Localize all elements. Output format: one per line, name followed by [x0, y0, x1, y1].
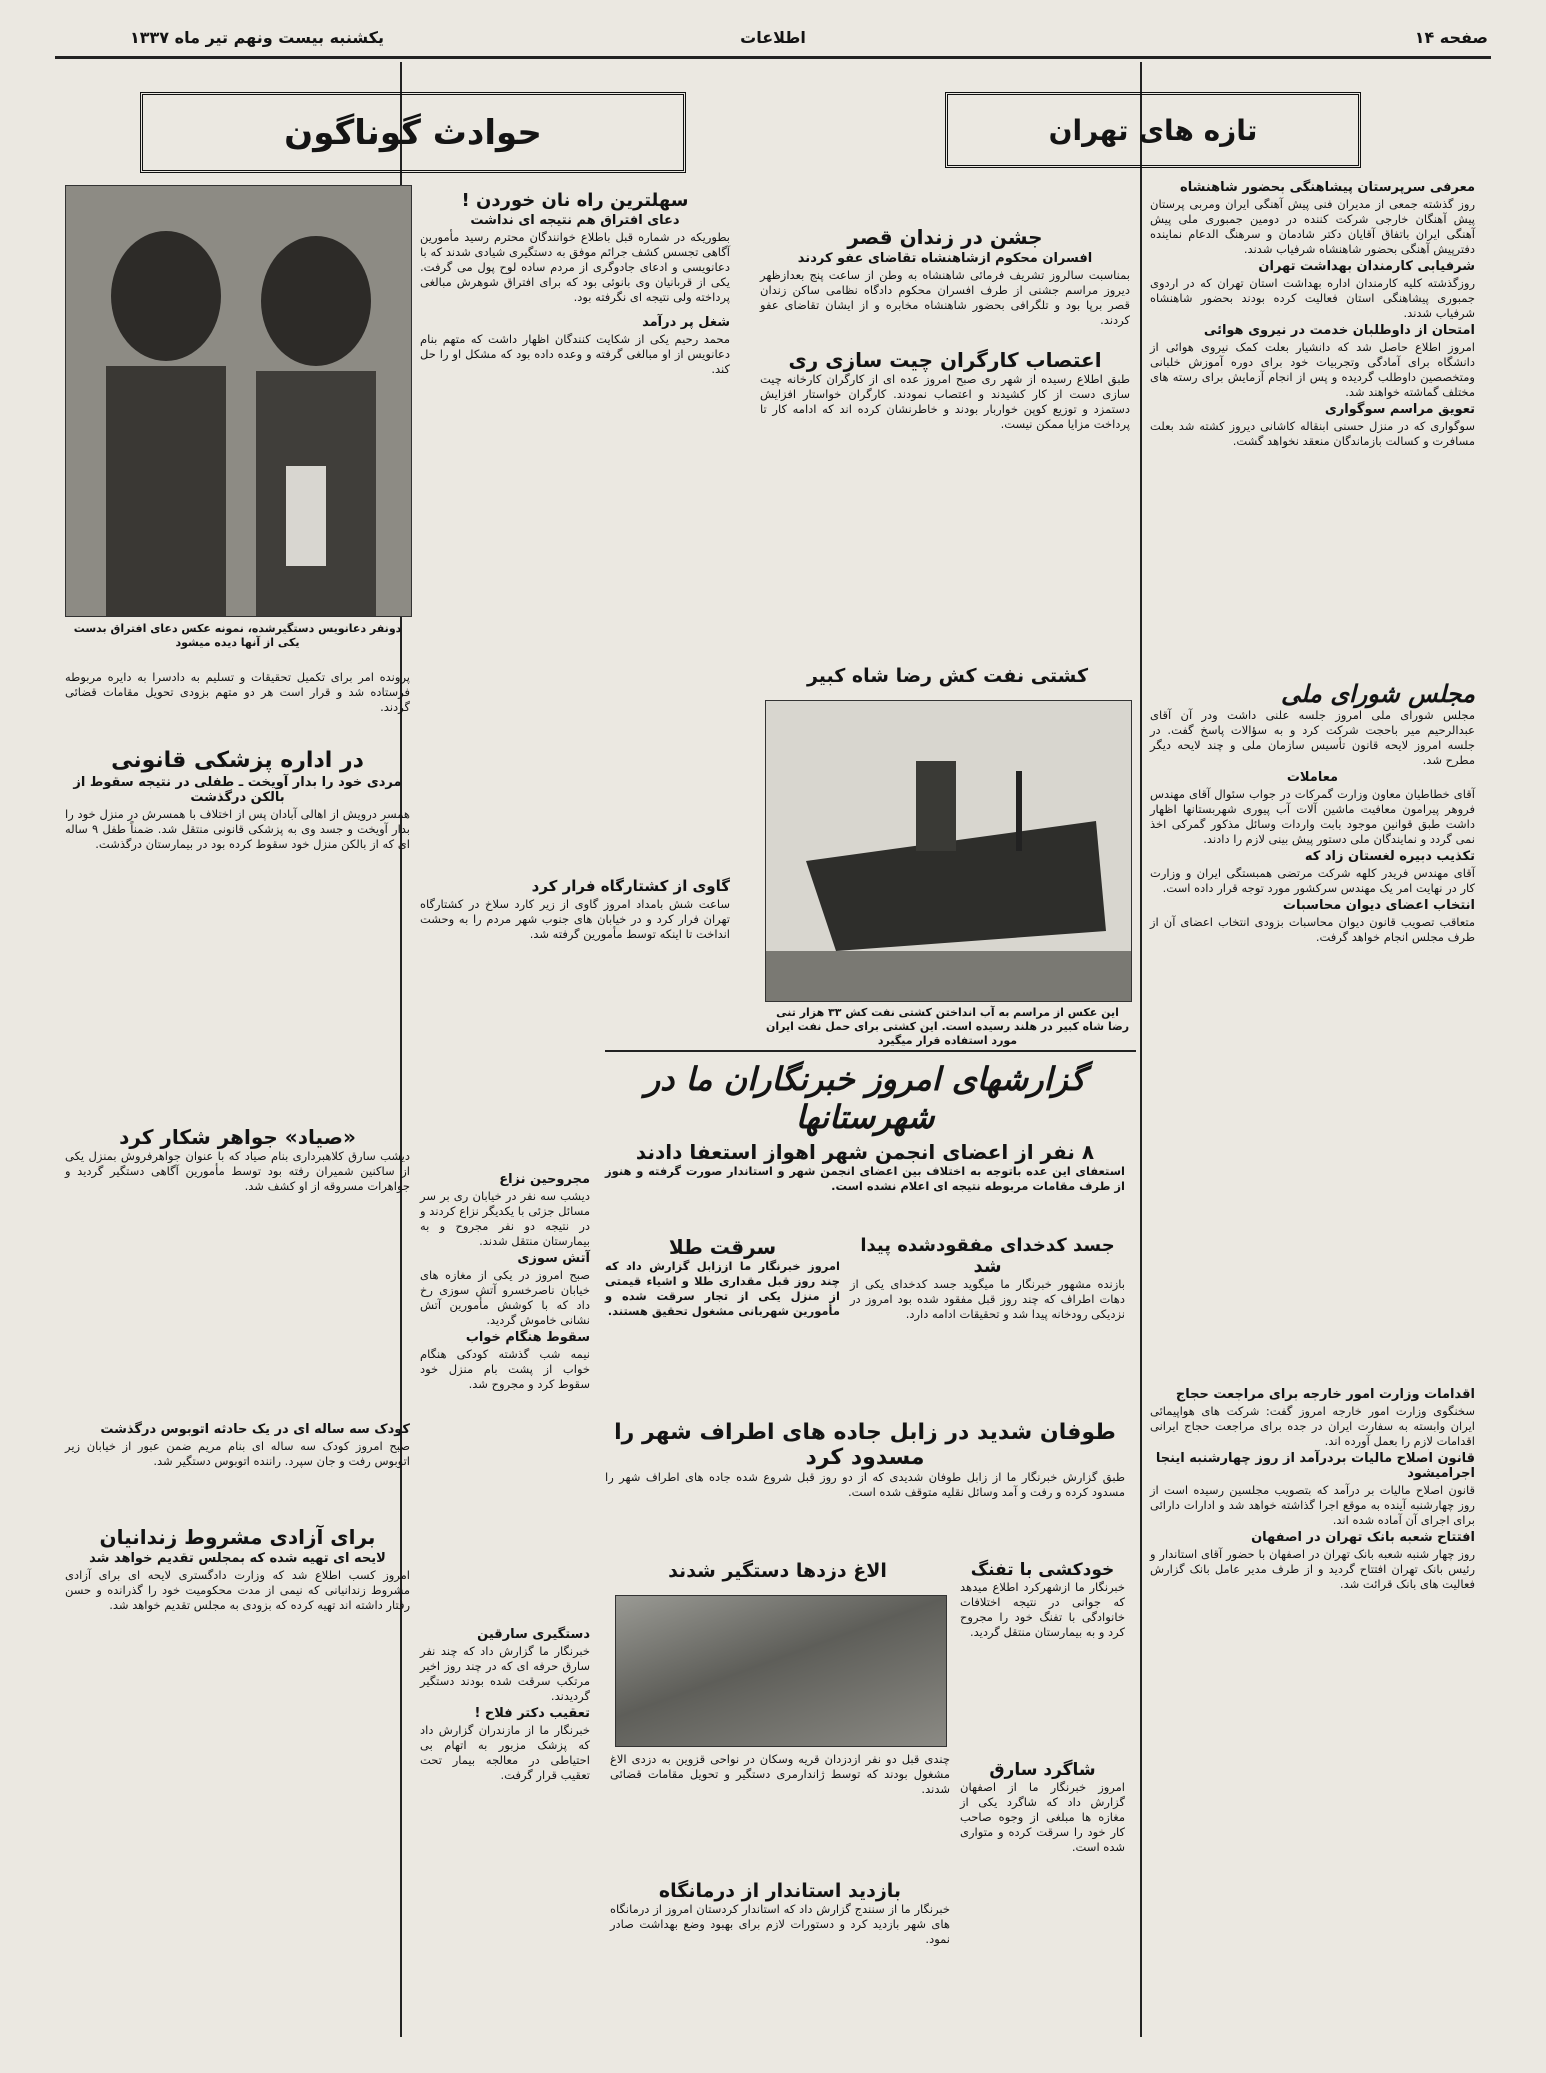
- ship-article: [760, 665, 1135, 687]
- ahvaz-body: استعفای این عده باتوجه به اختلاف بین اعضای انجمن شهر و استاندار صورت گرفته و هنوز از طرف مقامات مربوطه نتیجه ای اعلام نشده است.: [605, 1164, 1125, 1193]
- bank-title: افتتاح شعبه بانک تهران در اصفهان: [1251, 1530, 1475, 1545]
- bus-article: [65, 1420, 410, 1469]
- misc-events-box: [140, 92, 686, 173]
- ship-caption-wrap: [765, 1006, 1130, 1048]
- storm-body: طبق گزارش خبرنگار ما از زابل طوفان شدیدی که از دو روز قبل شروع شده جاده های اطراف شهر را مسدود کرده و رفت و آمد وسائل نقلیه متوقف شده است.: [605, 1470, 1125, 1499]
- tax-body: قانون اصلاح مالیات بر درآمد که بتصویب مجلسین رسیده است از روز چهارشنبه آینده به موقع اجرا گذاشته خواهد شد و ادارات دارائی برای اجرای آن آماده شده اند.: [1150, 1483, 1475, 1527]
- item4-title: تعویق مراسم سوگواری: [1324, 402, 1475, 417]
- audit-body: متعاقب تصویب قانون دیوان محاسبات بزودی انتخاب اعضای آن از طرف مجلس انجام خواهد گرفت.: [1150, 915, 1475, 944]
- doctor-body: خبرنگار ما از مازندران گزارش داد که پزشک مزبور به اتهام بی احتیاطی در معالجه بیمار تحت تعقیب قرار گرفت.: [420, 1723, 590, 1782]
- bread-body: بطوریکه در شماره قبل باطلاع خوانندگان محترم رسید مأمورین آگاهی تجسس کشف جرائم موفق به دستگیری شیادی شدند که با دعانویسی و ادعای جادوگری از مردم ساده لوح پول می گرفت. یکی از قربانیان وی بانوئی بود که برای افتراق شوهرش مبالغی پرداخته ولی نتیجه ای نگرفته بود.: [420, 230, 730, 304]
- majlis-section: [1150, 680, 1475, 945]
- audit-title: انتخاب اعضای دیوان محاسبات: [1282, 898, 1475, 913]
- column-divider: [1140, 62, 1142, 2037]
- thief-body: خبرنگار ما گزارش داد که چند نفر سارق حرفه ای که در چند روز اخیر مرتکب سرقت شده بودند دستگیر گردیدند.: [420, 1644, 590, 1703]
- doctor-title: تعقیب دکتر فلاح !: [474, 1706, 590, 1721]
- item1-body: روز گذشته جمعی از مدیران فنی پیش آهنگی ایران ومربی پرستان پیش آهنگان خارجی شرکت کننده در دومین جمبوری ملی پیش آهنگی ایران باتفاق آقایان دکتر شادمان و سرهنگ الدعام نماینده دفترپیش آهنگی بحضور شاهنشاه شرفیاب شدند.: [1150, 197, 1475, 256]
- issue-date: یکشنبه بیست ونهم تیر ماه ۱۳۳۷: [130, 28, 384, 47]
- tehran-news-box: [945, 92, 1361, 168]
- diamond-body: دیشب سارق کلاهبرداری بنام صیاد که با عنوان جواهرفروش بمنزل یکی از ساکنین شمیران رفته بود توسط مأمورین آگاهی دستگیر گردید و جواهرات مسروقه از او کشف شد.: [65, 1149, 410, 1193]
- diamond-title: «صیاد» جواهر شکار کرد: [119, 1125, 356, 1149]
- student-title: شاگرد سارق: [989, 1760, 1096, 1780]
- qasr-title: جشن در زندان قصر: [847, 225, 1043, 249]
- ship-title: کشتی نفت کش رضا شاه کبیر: [806, 665, 1089, 687]
- cow-title: گاوی از کشتارگاه فرار کرد: [531, 877, 730, 895]
- qasr-article: [760, 225, 1130, 432]
- bread-article: [420, 190, 730, 377]
- reports-banner: [605, 1060, 1125, 1194]
- bus-title: کودک سه ساله ای در یک حادثه اتوبوس درگذشت: [100, 1422, 410, 1437]
- body-title: جسد کدخدای مفقودشده پیدا شد: [860, 1235, 1115, 1277]
- donkey-thieves-photo: [615, 1595, 947, 1747]
- qasr-subtitle: افسران محکوم ازشاهنشاه تقاضای عفو کردند: [797, 251, 1093, 266]
- hajj-title: اقدامات وزارت امور خارجه برای مراجعت حجاج: [1175, 1387, 1475, 1402]
- forensic-subtitle: مردی خود را بدار آویخت ـ طفلی در نتیجه سقوط از بالکن درگذشت: [73, 775, 402, 805]
- two-men-portrait-icon: [66, 186, 411, 616]
- ahvaz-title: ۸ نفر از اعضای انجمن شهر اهواز استعفا دادند: [635, 1140, 1095, 1164]
- quarrel-title: مجروحین نزاع: [499, 1172, 590, 1187]
- oil-tanker-icon: [766, 701, 1131, 1001]
- forensic-title: در اداره پزشکی قانونی: [111, 748, 364, 773]
- bank-body: روز چهار شنبه شعبه بانک تهران در اصفهان با حضور آقای استاندار و رئیس بانک تهران افتتاح گردید و از طرف مدیر عامل بانک گزارش فعالیت های بانک قرائت شد.: [1150, 1547, 1475, 1591]
- right-lower-col: [1150, 1385, 1475, 1592]
- prison-title: برای آزادی مشروط زندانیان: [99, 1525, 376, 1549]
- ship-caption: این عکس از مراسم به آب انداختن کشتی نفت کش ۳۳ هزار تنی رضا شاه کبیر در هلند رسیده است. این کشتی برای حمل نفت ایران مورد استفاده قرار میگیرد: [765, 1006, 1130, 1047]
- misc-events-title: حوادث گوناگون: [284, 112, 542, 153]
- quarrel-article: [420, 1170, 590, 1392]
- cow-body: ساعت شش بامداد امروز گاوی از زیر کارد سلاخ در کشتارگاه تهران فرار کرد و در خیابان های جنوب شهر مردم را به وحشت انداخت تا اینکه توسط مأمورین گرفته شد.: [420, 897, 730, 941]
- gold-title: سرقت طلا: [668, 1235, 777, 1259]
- sleep-title: سقوط هنگام خواب: [465, 1330, 590, 1345]
- gold-article: [605, 1235, 840, 1319]
- doc-title: تکذیب دبیره لغستان زاد که: [1304, 849, 1475, 864]
- cow-article: [420, 875, 730, 942]
- newspaper-name: اطلاعات: [740, 28, 806, 47]
- diamond-article: [65, 1125, 410, 1194]
- forensic-article: [65, 748, 410, 852]
- lucrative-job-title: شغل پر درآمد: [642, 315, 730, 330]
- prison-subtitle: لایحه ای تهیه شده که بمجلس تقدیم خواهد شد: [89, 1551, 386, 1566]
- donkey-title: الاغ دزدها دستگیر شدند: [668, 1560, 887, 1582]
- thief-title: دستگیری سارقین: [477, 1627, 590, 1642]
- majlis-body-2: آقای خطاطیان معاون وزارت گمرکات در جواب سئوال آقای مهندس فروهر پیرامون معافیت ماشین آلات آب پیوری شهربستانها اظهار داشت طبق قوانین موجود بابت واردات وسائل مذکور گمرکی اخذ نمی گردد و نمایندگان ملی دستور پیش بینی لازم را دادند.: [1150, 787, 1475, 846]
- donkey-body: چندی قبل دو نفر ازدزدان قریه وسکان در نواحی قزوین به دزدی الاغ مشغول بودند که توسط ژاندارمری دستگیر و تحویل مقامات قضائی شدند.: [610, 1752, 950, 1796]
- left-col-text: [65, 670, 410, 715]
- visit-title: بازدید استاندار از درمانگاه: [658, 1880, 902, 1902]
- strike-title: اعتصاب کارگران چیت سازی ری: [788, 348, 1102, 372]
- student-article: [960, 1760, 1125, 1855]
- student-body: امروز خبرنگار ما از اصفهان گزارش داد که شاگرد یکی از مغازه ها مبلغی از وجوه صاحب کار خود را سرقت کرده و متواری شده است.: [960, 1780, 1125, 1854]
- donkey-article: [605, 1560, 950, 1582]
- right-upper-col: [1150, 178, 1475, 449]
- visit-article: [610, 1880, 950, 1947]
- bread-subtitle: دعای افتراق هم نتیجه ای نداشت: [470, 213, 680, 228]
- visit-body: خبرنگار ما از سنندج گزارش داد که استاندار کردستان امروز از درمانگاه های شهر بازدید کرد و دستورات لازم برای بهبود وضع بهداشت صادر نمود.: [610, 1902, 950, 1946]
- tehran-news-title: تازه های تهران: [1048, 113, 1258, 147]
- sleep-body: نیمه شب گذشته کودکی هنگام خواب از پشت بام منزل خود سقوط کرد و مجروح شد.: [420, 1347, 590, 1391]
- reports-title: گزارشهای امروز خبرنگاران ما در شهرستانها: [644, 1060, 1086, 1136]
- hajj-body: سخنگوی وزارت امور خارجه امروز گفت: شرکت های هواپیمائی ایران وابسته به سفارت ایران در جده برای مراجعت حجاج ایرانی اقدامات لازم را بعمل آورده اند.: [1150, 1404, 1475, 1448]
- photo-caption: دونفر دعانویس دستگیرشده، نمونه عکس دعای افتراق بدست یکی از آنها دیده میشود: [73, 622, 402, 649]
- strike-body: طبق اطلاع رسیده از شهر ری صبح امروز عده ای از کارگران کارخانه چیت سازی دست از کار کشیدند و اعتصاب نمودند. کارگران خواستار افزایش دستمزد و توزیع کوپن خواربار بودند و خاطرنشان کرده اند که ادامه کار تا پرداخت مزایا ممکن نیست.: [760, 372, 1130, 431]
- suicide-title: خودکشی با تفنگ: [970, 1560, 1115, 1580]
- page-number: صفحه ۱۴: [1414, 28, 1488, 47]
- bus-body: صبح امروز کودک سه ساله ای بنام مریم ضمن عبور از خیابان زیر اتوبوس رفت و جان سپرد. راننده اتوبوس دستگیر شد.: [65, 1439, 410, 1468]
- photo-caption-wrap: [65, 622, 410, 650]
- item2-title: شرفیابی کارمندان بهداشت تهران: [1258, 259, 1475, 274]
- fire-body: صبح امروز در یکی از مغازه های خیابان ناصرخسرو آتش سوزی رخ داد که با کوشش مأمورین آتش نشانی خاموش گردید.: [420, 1268, 590, 1327]
- lucrative-job-body: محمد رحیم یکی از شکایت کنندگان اظهار داشت که متهم بنام دعانویس از او مبالغی گرفته و وعده داده بود که مشکل او را حل کند.: [420, 332, 730, 376]
- item3-body: امروز اطلاع حاصل شد که دانشیار بعلت کمک نیروی هوائی از دانشگاه برای آمادگی وتجربیات خود برای دوره آموزش خلبانی ومتخصصین داوطلب گردیده و پس از انجام آزمایش برای رسته های مختلف گماشته خواهند شد.: [1150, 340, 1475, 399]
- qasr-body: بمناسبت سالروز تشریف فرمائی شاهنشاه به وطن از ساعت پنج بعدازظهر دیروز مراسم جشنی از طرف افسران محکوم دادگاه نظامی ساکن زندان قصر برپا بود و تلگرافی بحضور شاهنشاه مخابره و از ایشان تقاضای عفو کردند.: [760, 268, 1130, 327]
- doc-body: آقای مهندس فریدر کلهه شرکت مرتضی همبستگی ایران و وزارت کار در نهایت امر یک مهندس سرکشور مورد توجه قرار داده است.: [1150, 866, 1475, 895]
- gold-body: امروز خبرنگار ما اززابل گزارش داد که چند روز قبل مقداری طلا و اشیاء قیمتی از منزل یکی از تجار سرقت شده و مأمورین شهربانی مشغول تحقیق هستند.: [605, 1259, 840, 1318]
- item2-body: روزگذشته کلیه کارمندان اداره بهداشت استان تهران که در اردوی جمبوری پیشاهنگی استان فعالیت کرده بودند بحضور شاهنشاه شرفیاب شدند.: [1150, 276, 1475, 320]
- forensic-body: همسر درویش از اهالی آبادان پس از اختلاف با همسرش در منزل خود را بدار آویخت و جسد وی به پزشکی قانونی منتقل شد. ضمناً طفل ۹ ساله ای که از بالکن منزل خود سقوط کرده بود در بیمارستان درگذشت.: [65, 807, 410, 851]
- bread-title: سهلترین راه نان خوردن !: [461, 190, 689, 211]
- body-article: [850, 1235, 1125, 1322]
- masthead-rule: [55, 56, 1491, 59]
- item4-body: سوگواری که در منزل حسنی ابنقاله کاشانی دیروز کشته شد بعلت مسافرت و کسالت بازماندگان منعقد نخواهد گشت.: [1150, 419, 1475, 448]
- majlis-body: مجلس شورای ملی امروز جلسه علنی داشت ودر آن آقای عبدالرحیم میر باحجت شرکت کرد و به سؤالات پاسخ گفت. در جلسه امروز لایحه قانون تأسیس سازمان ملی و چند لایحه دیگر مطرح شد.: [1150, 708, 1475, 767]
- quarrel-body: دیشب سه نفر در خیابان ری بر سر مسائل جزئی با یکدیگر نزاع کردند و در نتیجه دو نفر مجروح و به بیمارستان منتقل شدند.: [420, 1189, 590, 1248]
- item3-title: امتحان از داوطلبان خدمت در نیروی هوائی: [1203, 323, 1475, 338]
- suicide-article: [960, 1560, 1125, 1640]
- suicide-body: خبرنگار ما ازشهرکرد اطلاع میدهد که جوانی در نتیجه اختلافات خانوادگی با تفنگ خود را مجروح کرد و به بیمارستان منتقل گردید.: [960, 1580, 1125, 1639]
- ship-photo: [765, 700, 1132, 1002]
- tax-title: قانون اصلاح مالیات بردرآمد از روز چهارشنبه اینجا اجرامیشود: [1155, 1451, 1475, 1481]
- storm-article: [605, 1420, 1125, 1500]
- prison-article: [65, 1525, 410, 1613]
- storm-title: طوفان شدید در زابل جاده های اطراف شهر را مسدود کرد: [614, 1420, 1116, 1470]
- donkey-text: [610, 1752, 950, 1797]
- prison-body: امروز کسب اطلاع شد که وزارت دادگستری لایحه ای برای آزادی مشروط زندانیانی که نیمی از مدت محکومیت خود را گذرانده و حسن رفتار داشته اند تهیه کرده که بزودی به مجلس تقدیم خواهد شد.: [65, 1568, 410, 1612]
- thief-article: [420, 1625, 590, 1783]
- reports-rule: [605, 1050, 1136, 1052]
- body-body: بازنده مشهور خبرنگار ما میگوید جسد کدخدای یکی از دهات اطراف که چند روز قبل مفقود شده بود امروز در نزدیکی رودخانه پیدا شد و تحقیقات ادامه دارد.: [850, 1277, 1125, 1321]
- fortune-tellers-photo: [65, 185, 412, 617]
- majlis-subtitle: معاملات: [1286, 770, 1339, 785]
- majlis-title: مجلس شورای ملی: [1281, 680, 1475, 708]
- fire-title: آتش سوزی: [517, 1251, 590, 1266]
- left-col-body: پرونده امر برای تکمیل تحقیقات و تسلیم به دادسرا به دایره مربوطه فرستاده شد و قرار است هر دو متهم بزودی تحویل مقامات قضائی گردند.: [65, 670, 410, 714]
- item1-title: معرفی سرپرستان پیشاهنگی بحضور شاهنشاه: [1180, 180, 1475, 195]
